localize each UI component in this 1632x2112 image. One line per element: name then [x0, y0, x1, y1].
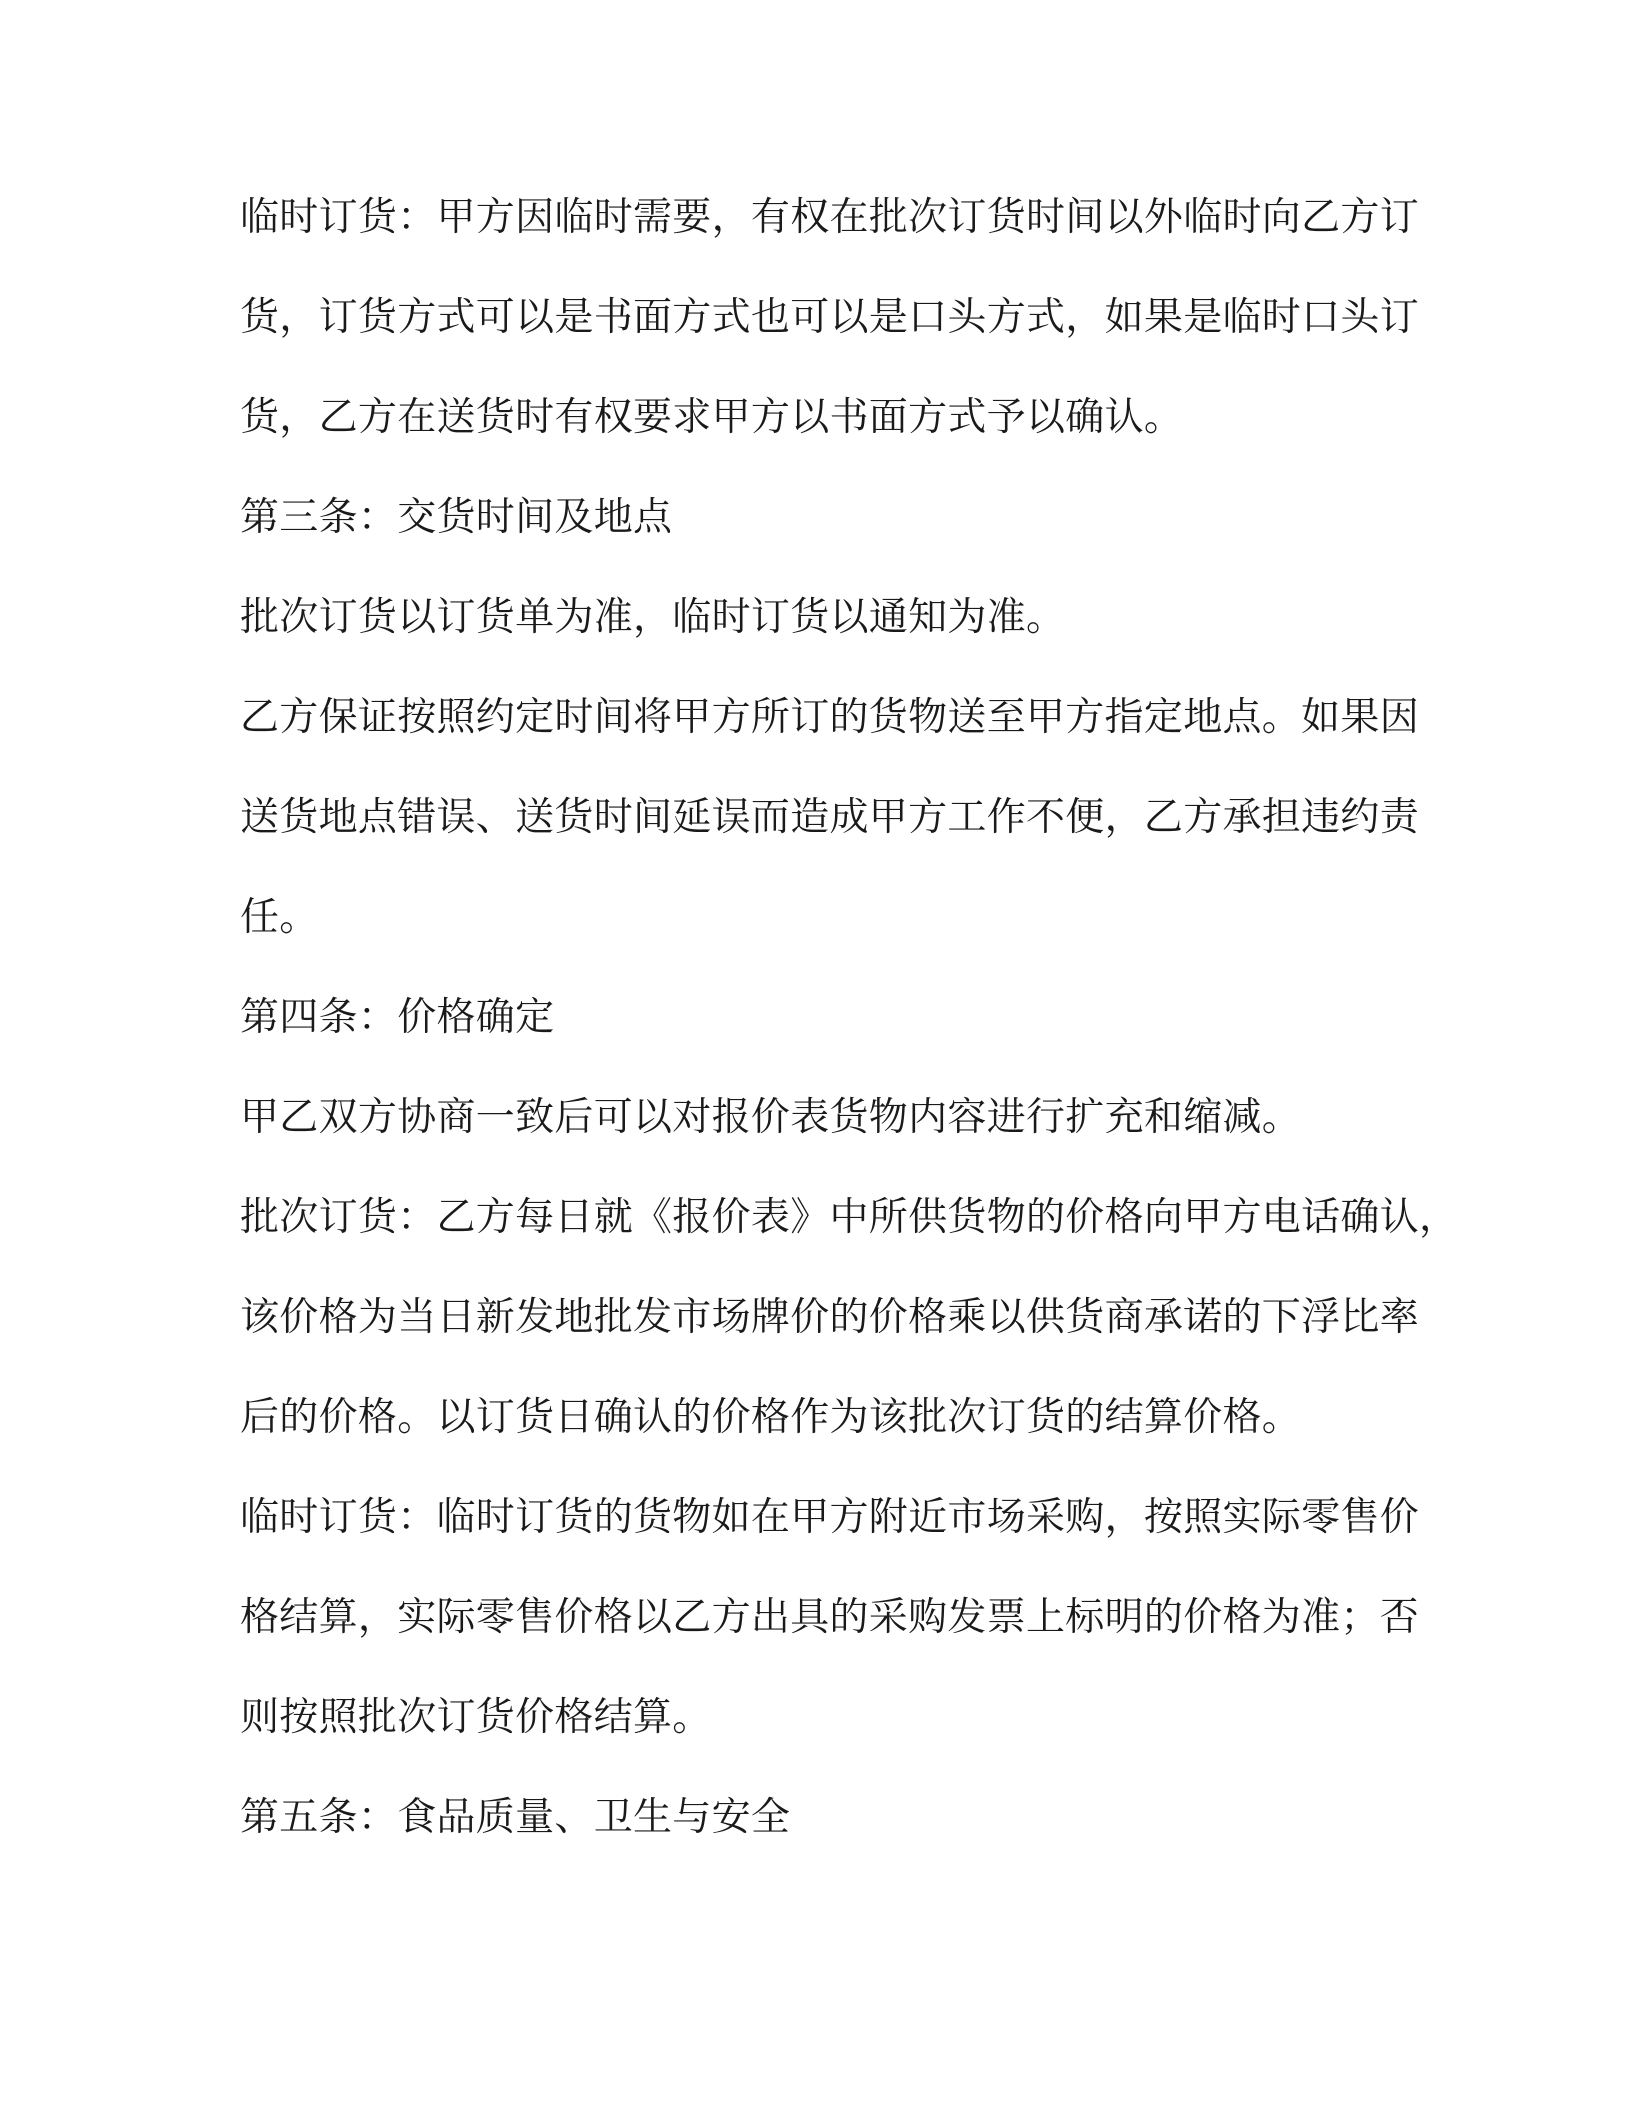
- paragraph-temp-order-line-2: 货，订货方式可以是书面方式也可以是口头方式，如果是临时口头订: [240, 295, 1420, 340]
- paragraph-delivery-guarantee-line-2: 送货地点错误、送货时间延误而造成甲方工作不便，乙方承担违约责: [240, 795, 1420, 840]
- paragraph-temp-price-line-1: 临时订货：临时订货的货物如在甲方附近市场采购，按照实际零售价: [240, 1495, 1420, 1540]
- paragraph-batch-price-line-2: 该价格为当日新发地批发市场牌价的价格乘以供货商承诺的下浮比率: [240, 1295, 1420, 1340]
- article-5-heading: 第五条：食品质量、卫生与安全: [240, 1795, 791, 1840]
- paragraph-delivery-guarantee-line-1: 乙方保证按照约定时间将甲方所订的货物送至甲方指定地点。如果因: [240, 695, 1420, 740]
- article-3-heading: 第三条：交货时间及地点: [240, 495, 673, 540]
- paragraph-temp-order-line-1: 临时订货：甲方因临时需要，有权在批次订货时间以外临时向乙方订: [240, 195, 1420, 240]
- paragraph-delivery-basis: 批次订货以订货单为准，临时订货以通知为准。: [240, 595, 1066, 640]
- paragraph-batch-price-line-1: 批次订货：乙方每日就《报价表》中所供货物的价格向甲方电话确认，: [240, 1195, 1459, 1240]
- paragraph-price-list-adjust: 甲乙双方协商一致后可以对报价表货物内容进行扩充和缩减。: [240, 1095, 1302, 1140]
- paragraph-temp-order-line-3: 货，乙方在送货时有权要求甲方以书面方式予以确认。: [240, 395, 1184, 440]
- paragraph-temp-price-line-2: 格结算，实际零售价格以乙方出具的采购发票上标明的价格为准；否: [240, 1595, 1420, 1640]
- paragraph-batch-price-line-3: 后的价格。以订货日确认的价格作为该批次订货的结算价格。: [240, 1395, 1302, 1440]
- paragraph-delivery-guarantee-line-3: 任。: [240, 895, 319, 940]
- paragraph-temp-price-line-3: 则按照批次订货价格结算。: [240, 1695, 712, 1740]
- article-4-heading: 第四条：价格确定: [240, 995, 555, 1040]
